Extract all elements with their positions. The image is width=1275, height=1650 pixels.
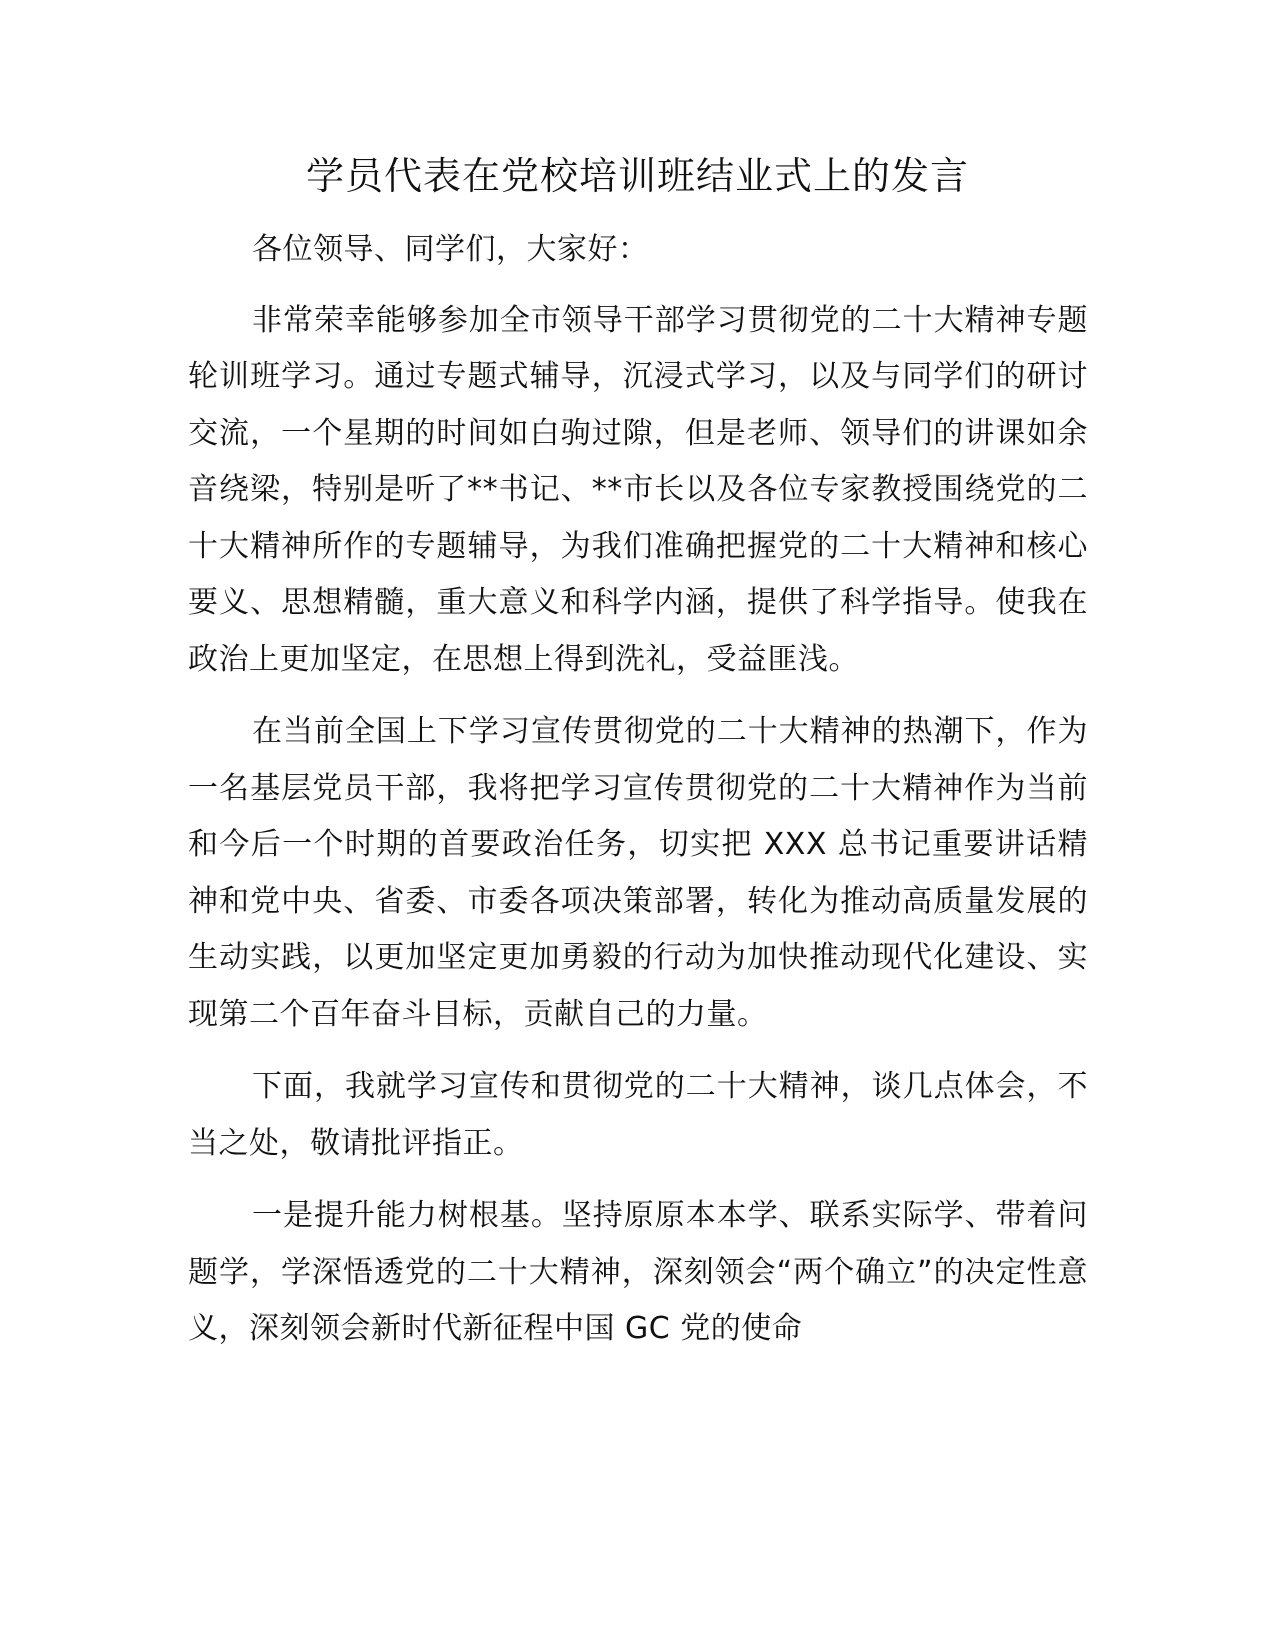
paragraph-greeting: 各位领导、同学们，大家好：: [252, 232, 649, 267]
document-title: 学员代表在党校培训班结业式上的发言: [305, 154, 969, 198]
paragraph-2: 在当前全国上下学习宣传贯彻党的二十大精神的热潮下，作为一名基层党员干部，我将把学习宣传贯彻党的二十大精神作为当前和今后一个时期的首要政治任务，切实把 XXX 总书记重要讲话精神和党中央、省委、市委各项决策部署，转化为推动高质量发展的生动实践，以更加坚定更加勇毅的行动为加快推动现代化建设、实现第二个百年奋斗目标，贡献自己的力量。: [188, 714, 1088, 1032]
document-body: [188, 222, 1088, 1374]
paragraph-3: 下面，我就学习宣传和贯彻党的二十大精神，谈几点体会，不当之处，敬请批评指正。: [188, 1069, 1088, 1161]
paragraph-4: 一是提升能力树根基。坚持原原本本学、联系实际学、带着问题学，学深悟透党的二十大精神，深刻领会“两个确立”的决定性意义，深刻领会新时代新征程中国 GC 党的使命: [188, 1198, 1088, 1346]
paragraph-1: 非常荣幸能够参加全市领导干部学习贯彻党的二十大精神专题轮训班学习。通过专题式辅导，沉浸式学习，以及与同学们的研讨交流，一个星期的时间如白驹过隙，但是老师、领导们的讲课如余音绕梁，特别是听了**书记、**市长以及各位专家教授围绕党的二十大精神所作的专题辅导，为我们准确把握党的二十大精神和核心要义、思想精髓，重大意义和科学内涵，提供了科学指导。使我在政治上更加坚定，在思想上得到洗礼，受益匪浅。: [188, 302, 1088, 677]
